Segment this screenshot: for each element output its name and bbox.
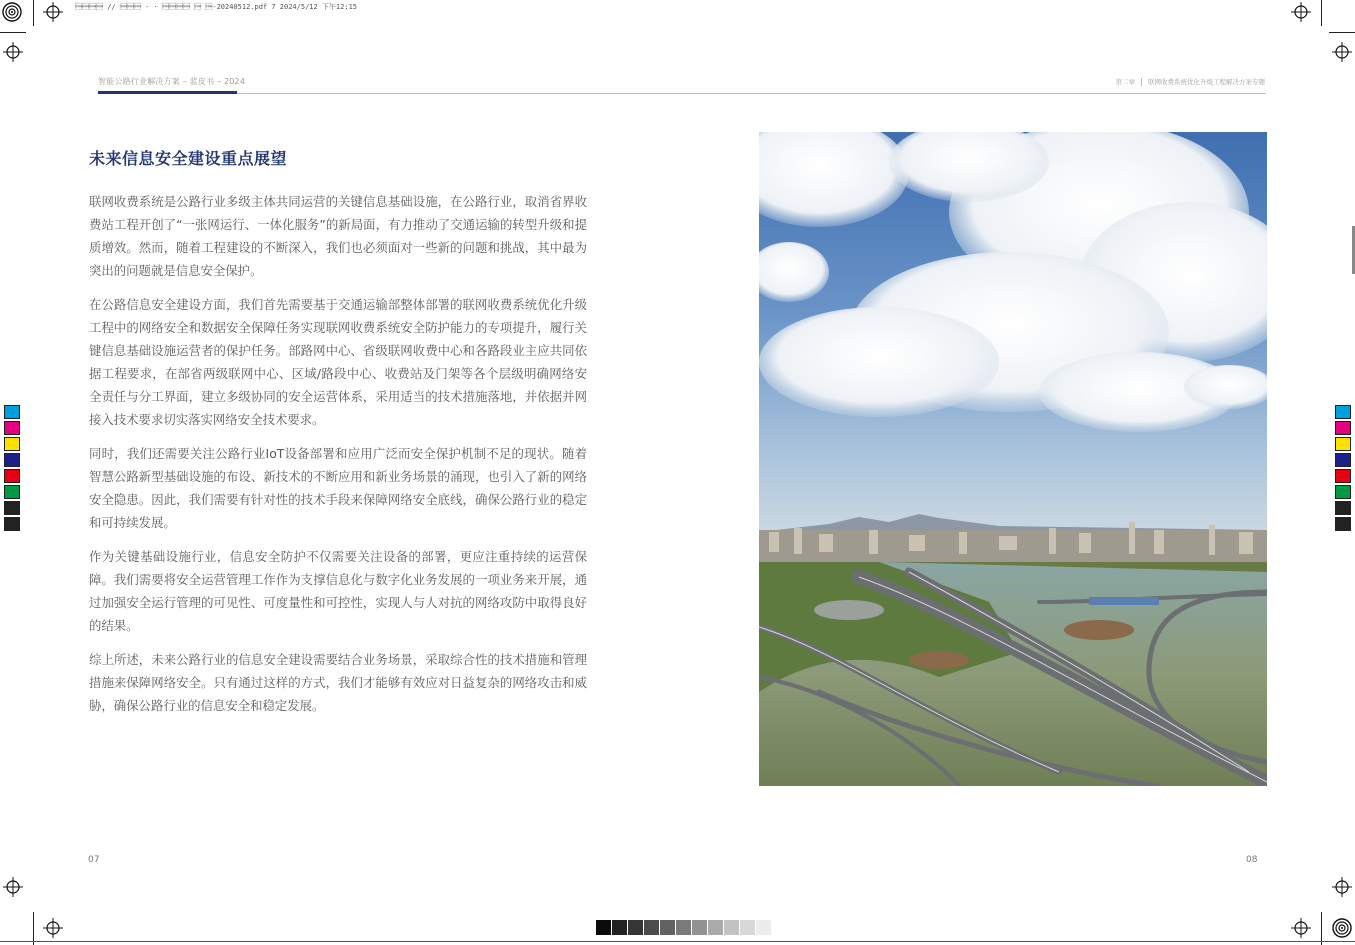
header-separator [1141, 78, 1142, 86]
color-swatch [4, 501, 20, 515]
trim-mark [0, 32, 26, 33]
page-number-right: 08 [1246, 855, 1258, 865]
trim-mark [1329, 32, 1355, 33]
color-swatch [1335, 501, 1351, 515]
crosshair-icon [3, 42, 23, 62]
registration-target-icon [1332, 918, 1352, 938]
gray-swatch [676, 920, 691, 935]
article-body [89, 190, 587, 728]
header-accent-bar [98, 91, 237, 94]
trim-mark [0, 941, 1355, 942]
crosshair-icon [1332, 42, 1352, 62]
color-swatch [1335, 437, 1351, 451]
color-swatch [4, 469, 20, 483]
paragraph: 联网收费系统是公路行业多级主体共同运营的关键信息基础设施，在公路行业，取消省界收费站工程开创了“一张网运行、一体化服务”的新局面，有力推动了交通运输的转型升级和提质增效。然而，随着工程建设的不断深入，我们也必须面对一些新的问题和挑战，其中最为突出的问题就是信息安全保护。 [89, 194, 587, 278]
photo-illustration [759, 132, 1267, 786]
gray-scale-bar [596, 920, 772, 935]
running-header-section [1116, 77, 1266, 86]
gray-swatch [708, 920, 723, 935]
color-swatch [1335, 405, 1351, 419]
gray-swatch [756, 920, 771, 935]
color-swatch [4, 453, 20, 467]
crosshair-icon [43, 2, 63, 22]
crosshair-icon [3, 877, 23, 897]
color-swatch [1335, 485, 1351, 499]
chapter-label: 第二章 [1115, 78, 1135, 86]
running-header-title: 智能公路行业解决方案 – 蓝皮书 – 2024 [98, 77, 246, 86]
section-label: 联网收费系统优化升级工程解决方案专题 [1148, 78, 1265, 86]
paragraph: 同时，我们还需要关注公路行业IoT设备部署和应用广泛而安全保护机制不足的现状。随着智慧公路新型基础设施的布设、新技术的不断应用和新业务场景的涌现，也引入了新的网络安全隐患。因此，我们需要有针对性的技术手段来保障网络安全底线，确保公路行业的稳定和可持续发展。 [89, 446, 587, 530]
highway-interchange-photo [759, 132, 1267, 786]
trim-mark [1321, 0, 1322, 26]
gray-swatch [692, 920, 707, 935]
color-swatch [1335, 453, 1351, 467]
color-swatch [4, 405, 20, 419]
article-title: 未来信息安全建设重点展望 [89, 149, 288, 168]
gray-swatch [612, 920, 627, 935]
crosshair-icon [1332, 877, 1352, 897]
gray-swatch [660, 920, 675, 935]
gray-swatch [740, 920, 755, 935]
page-number-left: 07 [88, 855, 100, 865]
gray-swatch [628, 920, 643, 935]
registration-target-icon [2, 2, 22, 22]
paragraph: 作为关键基础设施行业，信息安全防护不仅需要关注设备的部署，更应注重持续的运营保障。我们需要将安全运营管理工作作为支撑信息化与数字化业务发展的一项业务来开展，通过加强安全运行管理的可见性、可度量性和可控性，实现人与人对抗的网络攻防中取得良好的结果。 [89, 549, 587, 633]
crosshair-icon [1291, 2, 1311, 22]
color-bar-left [4, 405, 20, 533]
paragraph: 综上所述，未来公路行业的信息安全建设需要结合业务场景，采取综合性的技术措施和管理措施来保障网络安全。只有通过这样的方式，我们才能够有效应对日益复杂的网络攻击和威胁，确保公路行业的信息安全和稳定发展。 [89, 652, 587, 713]
color-swatch [1335, 469, 1351, 483]
gray-swatch [644, 920, 659, 935]
paragraph: 在公路信息安全建设方面，我们首先需要基于交通运输部整体部署的联网收费系统优化升级工程中的网络安全和数据安全保障任务实现联网收费系统安全防护能力的专项提升，履行关键信息基础设施运营者的保护任务。部路网中心、省级联网收费中心和各路段业主应共同依据工程要求，在部省两级联网中心、区域/路段中心、收费站及门架等各个层级明确网络安全责任与分工界面，建立多级协同的安全运营体系，采用适当的技术措施落地，并依据并网接入技术要求切实落实网络安全技术要求。 [89, 297, 587, 427]
color-swatch [4, 517, 20, 531]
color-swatch [4, 437, 20, 451]
color-swatch [1335, 517, 1351, 531]
crosshair-icon [1291, 918, 1311, 938]
gray-swatch [596, 920, 611, 935]
color-swatch [4, 421, 20, 435]
color-swatch [1335, 421, 1351, 435]
color-bar-right [1335, 405, 1351, 533]
print-slug:  //  - ·   -20240512.pdf 7 2024/5/12 下午12:15 [75, 3, 358, 11]
trim-mark [33, 0, 34, 26]
gray-swatch [724, 920, 739, 935]
crosshair-icon [43, 918, 63, 938]
header-rule [237, 93, 1266, 94]
color-swatch [4, 485, 20, 499]
